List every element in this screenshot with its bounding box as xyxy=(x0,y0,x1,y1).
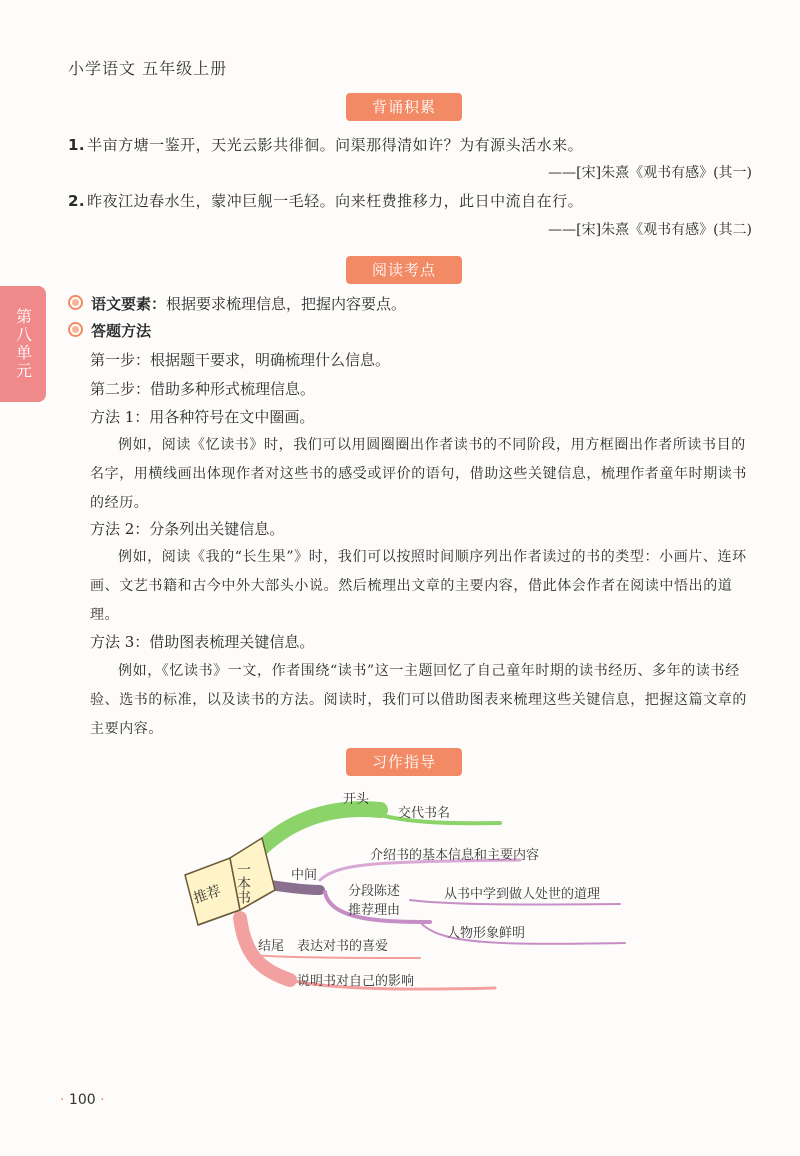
poem-2-text: 昨夜江边春水生，蒙冲巨舰一毛轻。向来枉费推移力，此日中流自在行。 xyxy=(87,192,584,210)
poem-1-source: ——[宋]朱熹《观书有感》(其一) xyxy=(548,165,752,181)
page-header-title: 小学语文 五年级上册 xyxy=(68,59,228,78)
reading-example-3: 例如，《忆读书》一文，作者围绕“读书”这一主题回忆了自己童年时期的读书经历、多年的读书经验、选书的标准，以及读书的方法。阅读时，我们可以借助图表来梳理这些关键信息，把握这篇文章的主要内容。 xyxy=(90,663,747,737)
reading-step-1: 第一步：根据题干要求，明确梳理什么信息。 xyxy=(90,351,391,369)
unit-side-tab: 第八单元 xyxy=(0,286,46,402)
mindmap-begin: 开头 xyxy=(343,792,370,807)
open-book-icon xyxy=(185,838,275,925)
reading-method-label: 答题方法 xyxy=(91,322,152,340)
reading-method-2: 方法 2：分条列出关键信息。 xyxy=(90,520,285,538)
poem-2-source: ——[宋]朱熹《观书有感》(其二) xyxy=(548,222,752,238)
section-badge-writing: 习作指导 xyxy=(346,748,462,776)
page-number: · 100 · xyxy=(60,1092,105,1108)
mindmap-end-child1: 表达对书的喜爱 xyxy=(297,939,389,954)
mindmap-reason1: 从书中学到做人处世的道理 xyxy=(444,887,601,902)
mindmap-middle-child1: 介绍书的基本信息和主要内容 xyxy=(370,848,540,863)
reading-element-label: 语文要素： xyxy=(91,295,167,313)
reading-method-1: 方法 1：用各种符号在文中圈画。 xyxy=(90,408,315,426)
mindmap-middle-child2a: 分段陈述 xyxy=(348,884,401,899)
bullet-circle-icon xyxy=(68,295,83,310)
reading-example-1: 例如，阅读《忆读书》时，我们可以用圆圈圈出作者读书的不同阶段，用方框圈出作者所读书目的名字，用横线画出体现作者对这些书的感受或评价的语句，借助这些关键信息，梳理作者童年时期读书的经历。 xyxy=(90,437,747,511)
mindmap-reason2: 人物形象鲜明 xyxy=(447,926,526,941)
poem-1 xyxy=(68,134,583,155)
mindmap-branch-end-child1 xyxy=(250,955,420,958)
mindmap-book-label-1: 推荐 xyxy=(191,883,224,907)
mindmap-end-child2: 说明书对自己的影响 xyxy=(297,974,415,989)
poem-1-number: 1. xyxy=(68,136,86,154)
mindmap-middle: 中间 xyxy=(291,868,318,883)
reading-example-2: 例如，阅读《我的“长生果”》时，我们可以按照时间顺序列出作者读过的书的类型：小画片、连环画、文艺书籍和古今中外大部头小说。然后梳理出文章的主要内容，借此体会作者在阅读中悟出的道理。 xyxy=(90,549,747,623)
reading-method-heading xyxy=(68,320,151,341)
section-badge-recite: 背诵积累 xyxy=(346,93,462,121)
reading-element-text: 根据要求梳理信息，把握内容要点。 xyxy=(166,295,407,313)
reading-step-2: 第二步：借助多种形式梳理信息。 xyxy=(90,380,316,398)
section-badge-reading: 阅读考点 xyxy=(346,256,462,284)
mindmap-branch-middle xyxy=(270,885,320,890)
reading-method-3: 方法 3：借助图表梳理关键信息。 xyxy=(90,633,315,651)
mindmap-branch-begin xyxy=(250,809,380,860)
mindmap-branch-middle-child1 xyxy=(320,860,520,880)
mindmap-middle-child2b: 推荐理由 xyxy=(348,903,401,918)
poem-2-number: 2. xyxy=(68,192,86,210)
mindmap-book-label-2: 一本书 xyxy=(235,862,251,904)
mindmap-end: 结尾 xyxy=(258,939,285,954)
poem-2 xyxy=(68,190,583,211)
reading-element xyxy=(68,293,406,314)
bullet-circle-icon xyxy=(68,322,83,337)
page-number-value: 100 xyxy=(68,1092,96,1108)
mindmap-begin-child: 交代书名 xyxy=(398,806,451,821)
poem-1-text: 半亩方塘一鉴开，天光云影共徘徊。问渠那得清如许？为有源头活水来。 xyxy=(87,136,584,154)
